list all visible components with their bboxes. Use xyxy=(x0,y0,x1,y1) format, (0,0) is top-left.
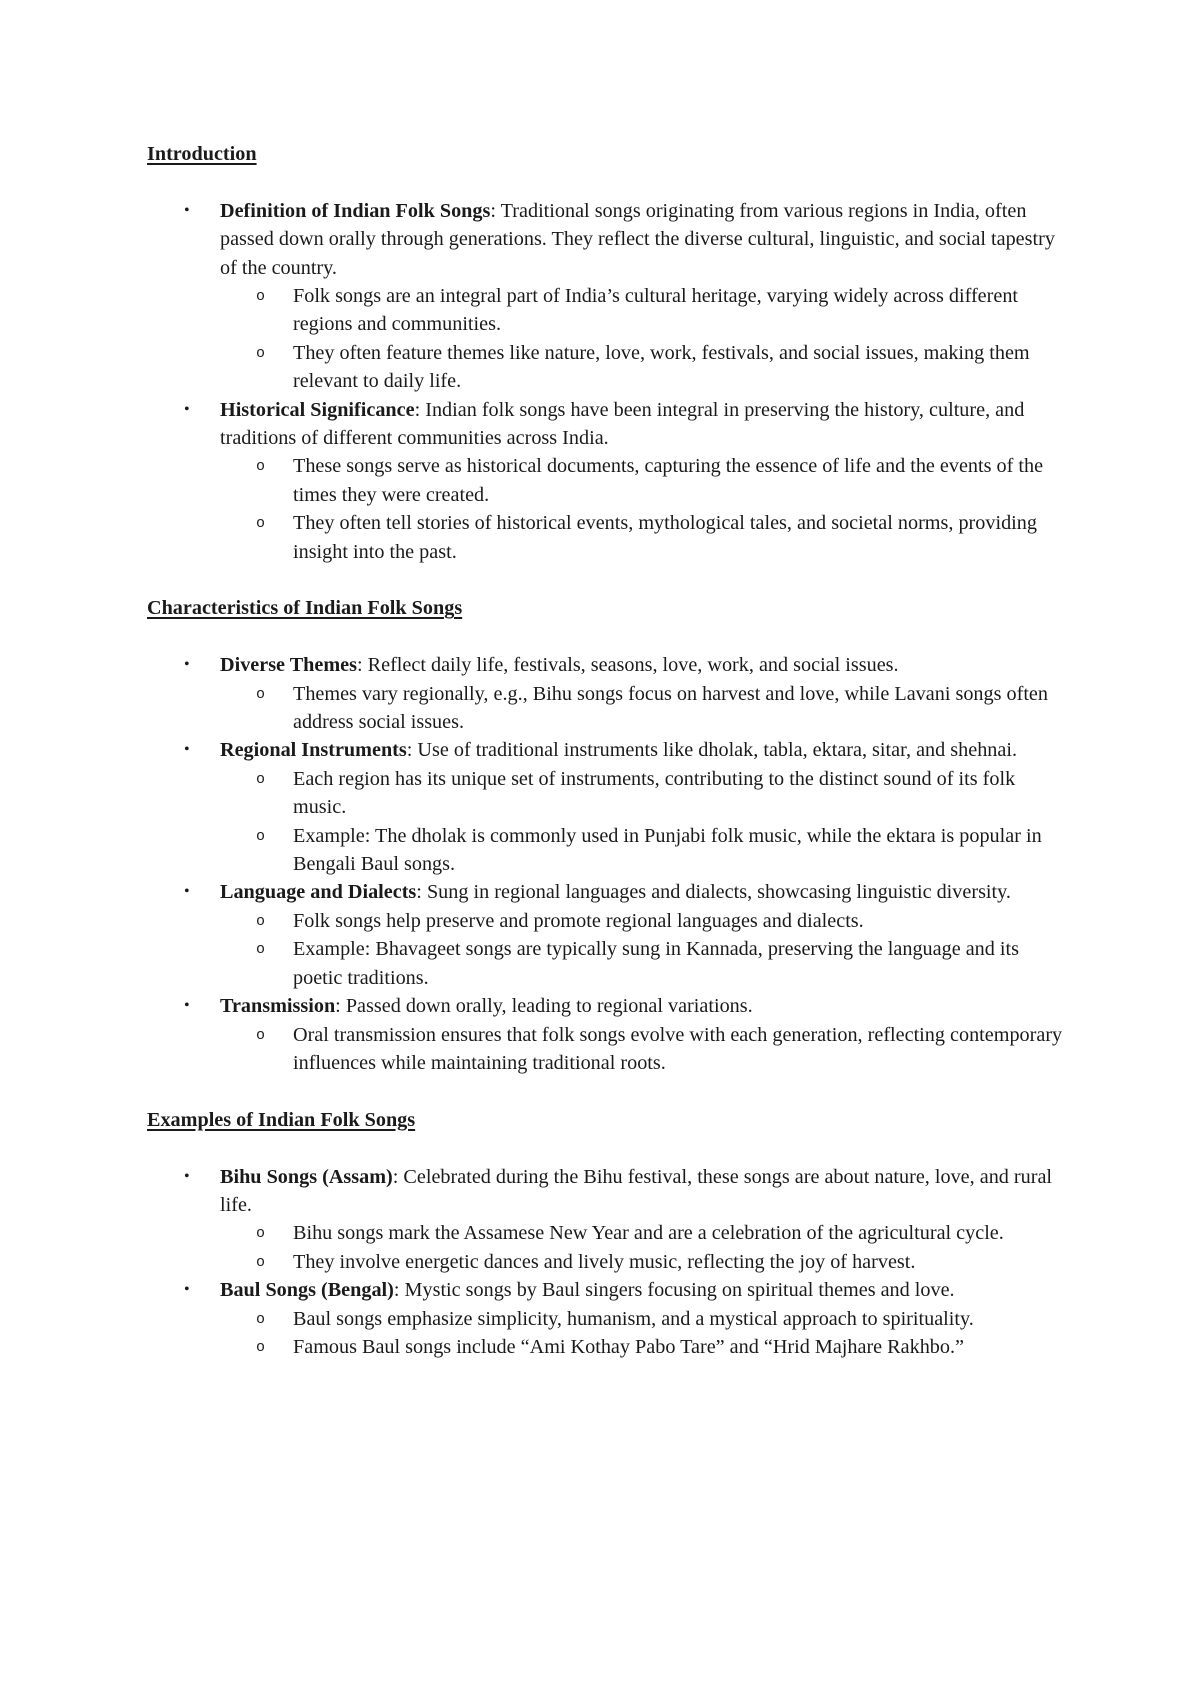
circle-bullet-icon: o xyxy=(256,827,266,845)
sub-item-text: They involve energetic dances and lively music, reflecting the joy of harvest. xyxy=(293,1250,916,1273)
item-text: : Indian folk songs have been integral in preserving the history, culture, and traditions of different communities across India. xyxy=(220,398,1025,450)
bullet-dot-icon: • xyxy=(184,883,190,901)
bullet-dot-icon: • xyxy=(184,400,190,418)
sub-list-item xyxy=(220,1248,1067,1276)
sub-item-text: Baul songs emphasize simplicity, humanism, and a mystical approach to spirituality. xyxy=(293,1307,974,1330)
section-spacer xyxy=(147,566,1067,594)
sub-list-item xyxy=(220,822,1067,879)
circle-bullet-icon: o xyxy=(256,912,266,930)
item-term: Regional Instruments xyxy=(220,739,407,762)
list-item xyxy=(147,1276,1067,1361)
sub-list xyxy=(220,1219,1067,1276)
sub-item-text: Folk songs help preserve and promote regional languages and dialects. xyxy=(293,909,864,932)
circle-bullet-icon: o xyxy=(256,515,266,533)
section-spacer xyxy=(147,1077,1067,1105)
sub-list-item xyxy=(220,509,1067,566)
circle-bullet-icon: o xyxy=(256,344,266,362)
circle-bullet-icon: o xyxy=(256,1026,266,1044)
list-item xyxy=(147,992,1067,1077)
bullet-dot-icon: • xyxy=(184,997,190,1015)
sub-list-item xyxy=(220,765,1067,822)
sub-item-text: Themes vary regionally, e.g., Bihu songs focus on harvest and love, while Lavani songs often address social issues. xyxy=(293,682,1048,734)
sub-list-item xyxy=(220,1021,1067,1078)
list-item xyxy=(147,736,1067,878)
list-item xyxy=(147,1163,1067,1277)
item-text: : Use of traditional instruments like dholak, tabla, ektara, sitar, and shehnai. xyxy=(406,739,1018,762)
sub-item-text: Bihu songs mark the Assamese New Year and are a celebration of the agricultural cycle. xyxy=(293,1222,1004,1245)
sub-item-text: These songs serve as historical documents, capturing the essence of life and the events of the times they were created. xyxy=(293,455,1044,506)
bullet-dot-icon: • xyxy=(184,1281,190,1299)
item-term: Language and Dialects xyxy=(220,881,417,904)
sub-list xyxy=(220,907,1067,992)
bullet-list xyxy=(147,197,1067,566)
sub-list xyxy=(220,765,1067,879)
item-term: Bihu Songs (Assam) xyxy=(220,1165,393,1188)
sub-list-item xyxy=(220,680,1067,737)
item-term: Baul Songs (Bengal) xyxy=(220,1279,394,1302)
sub-item-text: Example: The dholak is commonly used in Punjabi folk music, while the ektara is popular in Bengali Baul songs. xyxy=(293,824,1042,876)
bullet-dot-icon: • xyxy=(184,201,190,219)
sub-list-item xyxy=(220,339,1067,396)
bullet-dot-icon: • xyxy=(184,656,190,674)
sub-list-item xyxy=(220,1333,1067,1361)
list-item xyxy=(147,396,1067,566)
list-item xyxy=(147,197,1067,396)
item-text: : Mystic songs by Baul singers focusing on spiritual themes and love. xyxy=(393,1279,955,1302)
list-item xyxy=(147,651,1067,736)
sub-list-item xyxy=(220,907,1067,935)
item-term: Historical Significance xyxy=(220,398,415,421)
sub-item-text: They often feature themes like nature, love, work, festivals, and social issues, making them relevant to daily life. xyxy=(293,341,1030,393)
sub-item-text: Famous Baul songs include “Ami Kothay Pabo Tare” and “Hrid Majhare Rakhbo.” xyxy=(293,1335,964,1358)
sub-item-text: Oral transmission ensures that folk songs evolve with each generation, reflecting contemporary influences while maintaining traditional roots. xyxy=(293,1023,1063,1074)
bullet-list xyxy=(147,651,1067,1077)
sub-list-item xyxy=(220,282,1067,339)
circle-bullet-icon: o xyxy=(256,1338,266,1356)
item-text: : Celebrated during the Bihu festival, these songs are about nature, love, and rural life. xyxy=(220,1165,1053,1216)
sub-list-item xyxy=(220,452,1067,509)
sub-list-item xyxy=(220,1305,1067,1333)
sub-item-text: Example: Bhavageet songs are typically sung in Kannada, preserving the language and its poetic traditions. xyxy=(293,938,1019,989)
section-heading: Characteristics of Indian Folk Songs xyxy=(147,597,463,620)
circle-bullet-icon: o xyxy=(256,1253,266,1271)
bullet-dot-icon: • xyxy=(184,741,190,759)
section-heading: Examples of Indian Folk Songs xyxy=(147,1108,416,1131)
sub-list xyxy=(220,452,1067,566)
sub-item-text: They often tell stories of historical events, mythological tales, and societal norms, providing insight into the past. xyxy=(293,512,1037,563)
circle-bullet-icon: o xyxy=(256,288,266,305)
item-term: Transmission xyxy=(220,995,336,1018)
sub-list xyxy=(220,282,1067,396)
sub-list xyxy=(220,1021,1067,1078)
section-heading: Introduction xyxy=(147,143,257,165)
sub-item-text: Each region has its unique set of instruments, contributing to the distinct sound of its folk music. xyxy=(293,767,1016,819)
item-term: Definition of Indian Folk Songs xyxy=(220,199,491,222)
item-text: : Sung in regional languages and dialects, showcasing linguistic diversity. xyxy=(416,881,1011,904)
sub-list-item xyxy=(220,1219,1067,1247)
sub-list-item xyxy=(220,935,1067,992)
item-text: : Traditional songs originating from various regions in India, often passed down orally through generations. They reflect the diverse cultural, linguistic, and social tapestry of the country. xyxy=(220,199,1055,279)
circle-bullet-icon: o xyxy=(256,458,266,476)
circle-bullet-icon: o xyxy=(256,770,266,788)
circle-bullet-icon: o xyxy=(256,1225,266,1243)
item-text: : Passed down orally, leading to regional variations. xyxy=(335,995,753,1018)
circle-bullet-icon: o xyxy=(256,1310,266,1328)
sub-item-text: Folk songs are an integral part of India’s cultural heritage, varying widely across different regions and communities. xyxy=(293,285,1019,336)
item-term: Diverse Themes xyxy=(220,654,357,677)
sub-list xyxy=(220,1305,1067,1362)
item-text: : Reflect daily life, festivals, seasons, love, work, and social issues. xyxy=(357,654,899,677)
sub-list xyxy=(220,680,1067,737)
circle-bullet-icon: o xyxy=(256,685,266,703)
document-page xyxy=(147,140,1067,1361)
bullet-dot-icon: • xyxy=(184,1167,190,1185)
bullet-list xyxy=(147,1163,1067,1362)
list-item xyxy=(147,878,1067,992)
circle-bullet-icon: o xyxy=(256,941,266,959)
